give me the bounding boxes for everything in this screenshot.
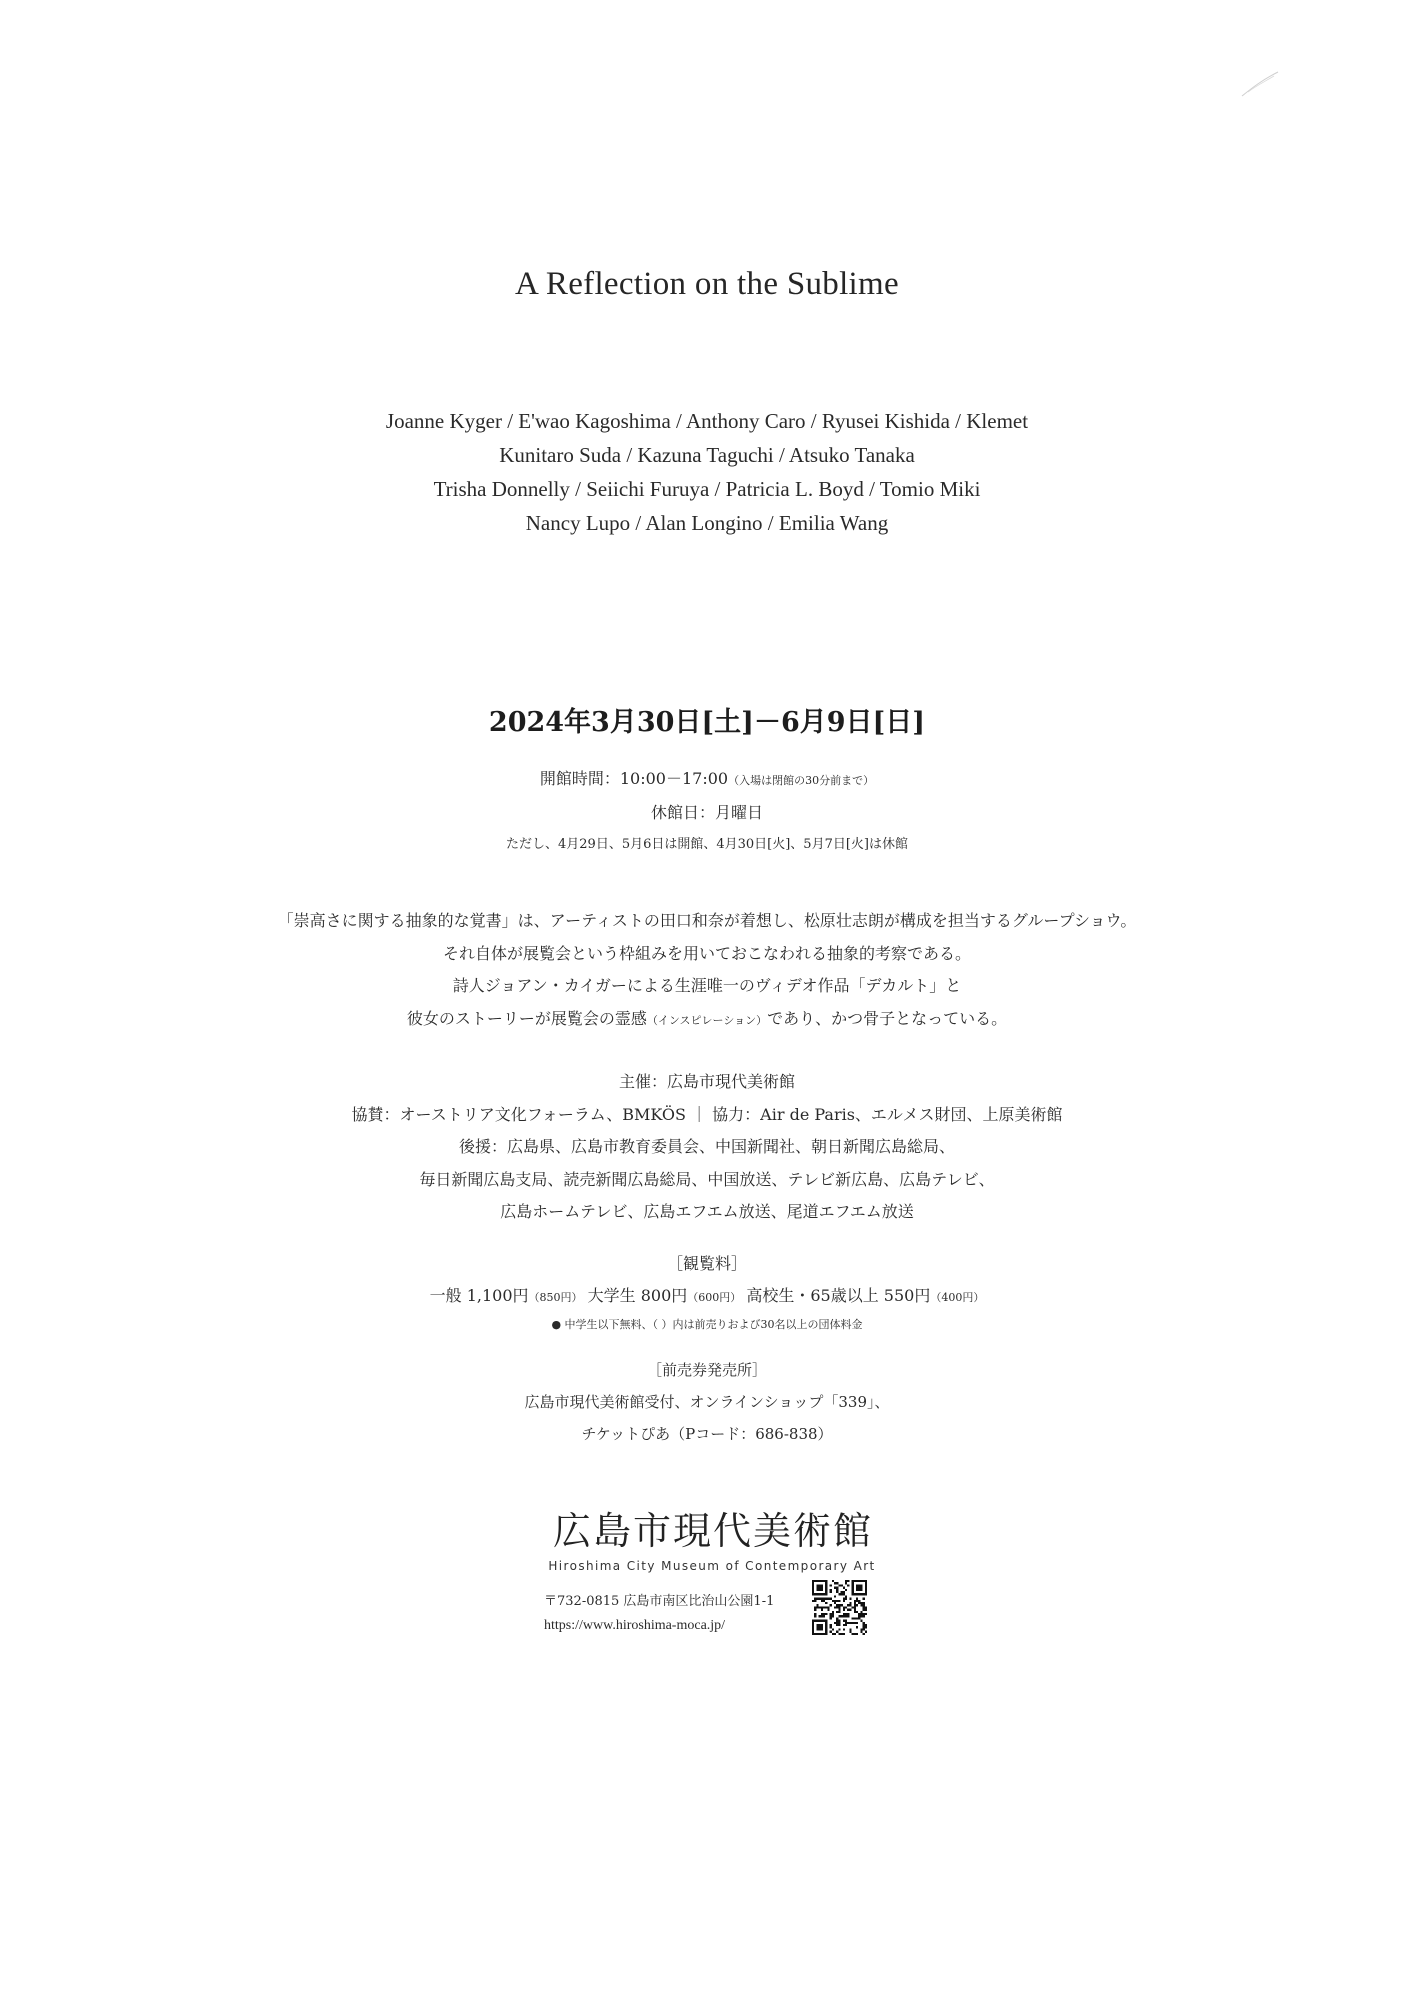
museum-address-block	[544, 1590, 774, 1638]
qr-code-icon[interactable]	[812, 1580, 867, 1635]
admission-note: ● 中学生以下無料、（ ）内は前売りおよび30名以上の団体料金	[551, 1318, 863, 1331]
description-line: 詩人ジョアン・カイガーによる生涯唯一のヴィデオ作品「デカルト」と	[452, 976, 962, 995]
exhibition-title: A Reflection on the Sublime	[515, 266, 899, 302]
exhibition-dates: 2024年3月30日[土]－6月9日[日]	[488, 707, 926, 738]
tickets-line: チケットぴあ（Pコード：686-838）	[581, 1425, 833, 1443]
credits-block	[0, 1066, 1414, 1229]
exhibition-description	[0, 905, 1414, 1037]
artist-line: Joanne Kyger / E'wao Kagoshima / Anthony Caro / Ryusei Kishida / Klemet	[385, 409, 1029, 433]
supporters-line: 毎日新聞広島支局、読売新聞広島総局、中国放送、テレビ新広島、広島テレビ、	[419, 1169, 995, 1189]
description-line: 彼女のストーリーが展覧会の霊感（インスピレーション）であり、かつ骨子となっている。	[406, 1008, 1008, 1028]
artist-line: Trisha Donnelly / Seiichi Furuya / Patricia L. Boyd / Tomio Miki	[433, 477, 981, 501]
admission-prices: 一般 1,100円（850円） 大学生 800円（600円） 高校生・65歳以上 550円（400円）	[429, 1286, 985, 1305]
sponsors: 協賛：オーストリア文化フォーラム、BMKÖS ｜ 協力：Air de Paris、エルメス財団、上原美術館	[351, 1104, 1063, 1124]
furigana-note: （インスピレーション）	[646, 1013, 768, 1027]
admission-block	[0, 1248, 1414, 1336]
price-general: 一般 1,100円	[429, 1286, 529, 1305]
museum-url[interactable]: https://www.hiroshima-moca.jp/	[544, 1618, 726, 1633]
closed-days: 休館日：月曜日	[650, 803, 763, 822]
entry-note: （入場は閉館の30分前まで）	[728, 774, 875, 787]
price-senior: 高校生・65歳以上 550円	[741, 1286, 931, 1305]
price-university: 大学生 800円	[582, 1286, 688, 1305]
organizer: 主催：広島市現代美術館	[618, 1072, 795, 1091]
museum-logo	[0, 1500, 1414, 1573]
museum-name-en: Hiroshima City Museum of Contemporary Art	[548, 1559, 876, 1573]
ticket-outlets-block	[0, 1354, 1414, 1450]
description-line: それ自体が展覧会という枠組みを用いておこなわれる抽象的考察である。	[442, 943, 971, 963]
tickets-line: 広島市現代美術館受付、オンラインショップ「339」、	[524, 1393, 890, 1411]
supporters-line: 広島ホームテレビ、広島エフエム放送、尾道エフエム放送	[500, 1202, 914, 1221]
admission-heading: ［観覧料］	[666, 1254, 747, 1273]
artist-line: Nancy Lupo / Alan Longino / Emilia Wang	[525, 511, 889, 535]
opening-hours	[0, 763, 1414, 797]
paper-scratch-mark	[1240, 70, 1280, 100]
opening-hours-label: 開館時間：10:00－17:00	[539, 769, 729, 788]
museum-address: 〒732-0815 広島市南区比治山公園1-1	[544, 1594, 775, 1609]
artist-line: Kunitaro Suda / Kazuna Taguchi / Atsuko Tanaka	[499, 443, 915, 467]
holiday-exception: ただし、4月29日、5月6日は開館、4月30日[火]、5月7日[火]は休館	[506, 837, 908, 852]
museum-name-ja: 広島市現代美術館	[552, 1509, 873, 1553]
tickets-heading: ［前売券発売所］	[646, 1361, 767, 1379]
artist-list	[0, 404, 1414, 540]
opening-hours-block	[0, 763, 1414, 861]
description-line: 「崇高さに関する抽象的な覚書」は、アーティストの田口和奈が着想し、松原壮志朗が構成を担当するグループショウ。	[277, 911, 1137, 930]
supporters-line: 後援：広島県、広島市教育委員会、中国新聞社、朝日新聞広島総局、	[458, 1137, 955, 1156]
